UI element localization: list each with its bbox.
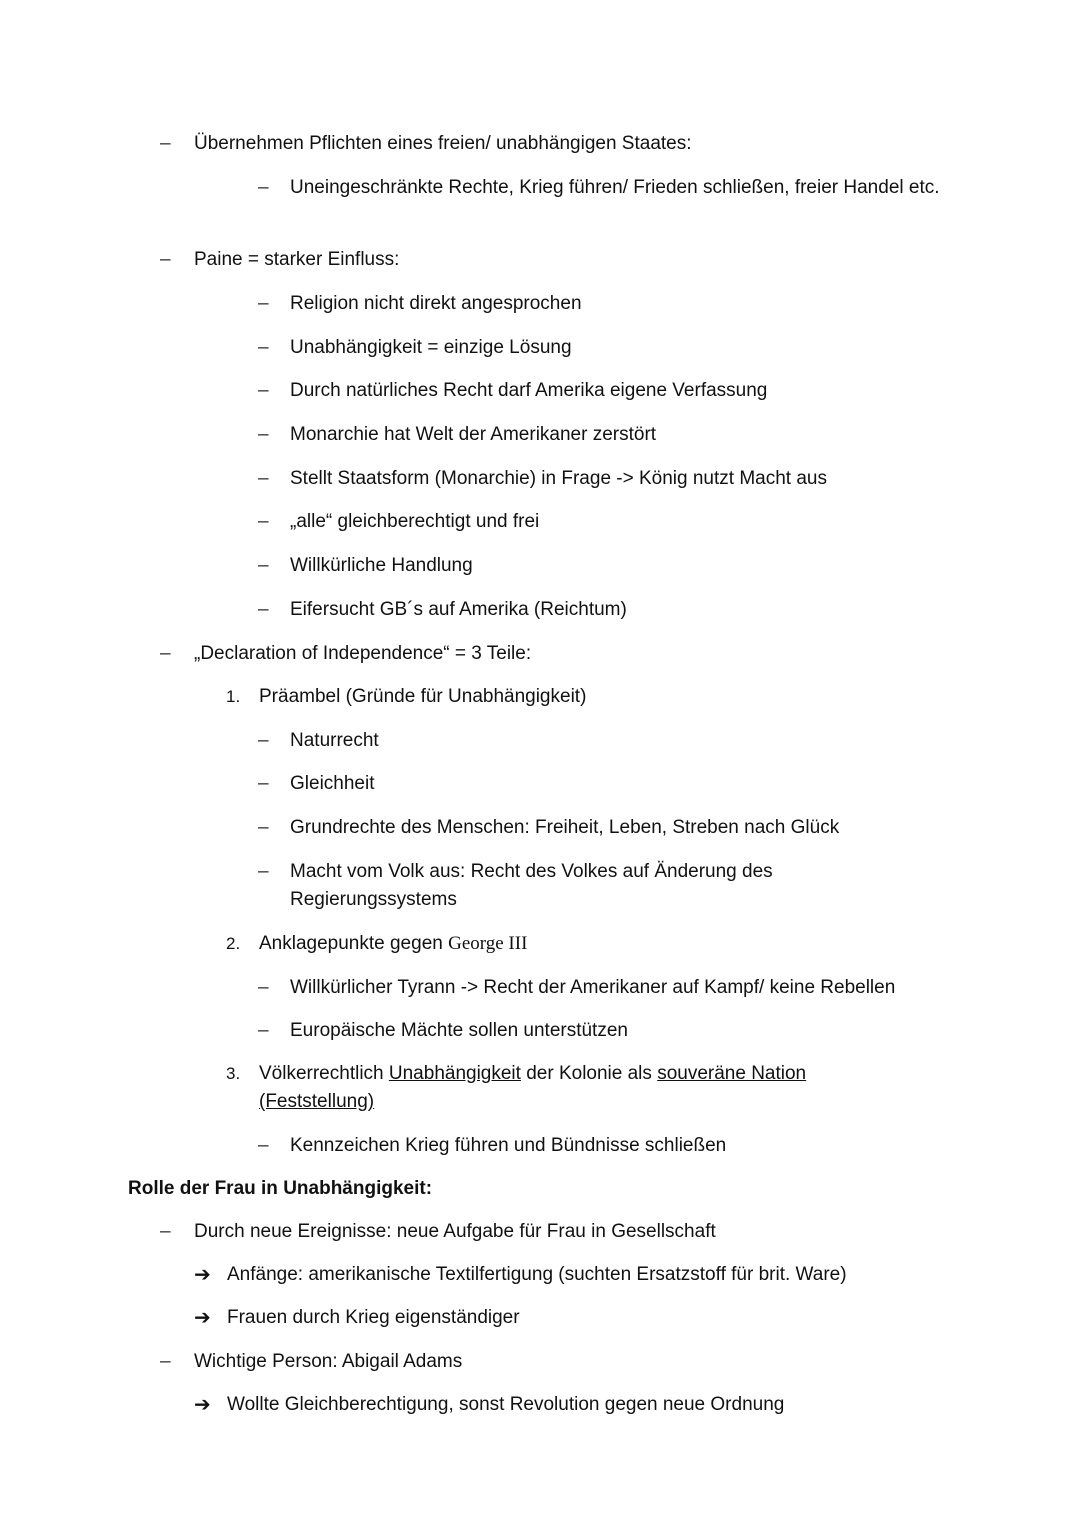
sub-bullet-dash: – (258, 380, 269, 401)
person-name: George III (448, 933, 528, 954)
section-heading: Rolle der Frau in Unabhängigkeit: (128, 1178, 433, 1199)
bullet-text: „Declaration of Independence“ = 3 Teile: (194, 643, 532, 664)
bullet-text: Übernehmen Pflichten eines freien/ unabhängigen Staates: (194, 133, 692, 154)
sub-bullet-dash: – (258, 1135, 269, 1156)
numbered-item-text (259, 930, 527, 958)
sub-bullet-dash: – (258, 337, 269, 358)
list-number: 3. (226, 1064, 241, 1083)
arrow-item-text: Anfänge: amerikanische Textilfertigung (suchten Ersatzstoff für brit. Ware) (227, 1264, 847, 1285)
numbered-item-text (259, 1060, 806, 1088)
sub-bullet-text: Europäische Mächte sollen unterstützen (290, 1020, 628, 1041)
numbered-item-text: Präambel (Gründe für Unabhängigkeit) (259, 686, 587, 707)
sub-bullet-text: Durch natürliches Recht darf Amerika eigene Verfassung (290, 380, 768, 401)
underlined-term: souveräne Nation (657, 1063, 807, 1084)
sub-bullet-text: Stellt Staatsform (Monarchie) in Frage -> König nutzt Macht aus (290, 468, 827, 489)
arrow-right-icon: ➔ (194, 1394, 211, 1416)
sub-bullet-dash: – (258, 177, 269, 198)
bullet-dash: – (160, 643, 171, 664)
arrow-item-text: Frauen durch Krieg eigenständiger (227, 1307, 520, 1328)
bullet-dash: – (160, 1351, 171, 1372)
arrow-item-text: Wollte Gleichberechtigung, sonst Revolution gegen neue Ordnung (227, 1394, 785, 1415)
sub-bullet-dash: – (258, 817, 269, 838)
sub-bullet-text: Willkürlicher Tyrann -> Recht der Amerikaner auf Kampf/ keine Rebellen (290, 977, 896, 998)
sub-bullet-text: Monarchie hat Welt der Amerikaner zerstört (290, 424, 657, 445)
numbered-item-text-part: der Kolonie als (520, 1063, 658, 1084)
underlined-term: Unabhängigkeit (388, 1063, 521, 1084)
sub-bullet-dash: – (258, 424, 269, 445)
bullet-dash: – (160, 133, 171, 154)
sub-bullet-text: Naturrecht (290, 730, 379, 751)
sub-bullet-text: Kennzeichen Krieg führen und Bündnisse schließen (290, 1135, 727, 1156)
list-number: 1. (226, 687, 241, 706)
sub-bullet-dash: – (258, 773, 269, 794)
sub-bullet-text: Grundrechte des Menschen: Freiheit, Leben, Streben nach Glück (290, 817, 840, 838)
underlined-term: (Feststellung) (259, 1091, 375, 1112)
sub-bullet-dash: – (258, 293, 269, 314)
sub-bullet-text: Unabhängigkeit = einzige Lösung (290, 337, 572, 358)
sub-bullet-dash: – (258, 511, 269, 532)
sub-bullet-text: Religion nicht direkt angesprochen (290, 293, 582, 314)
sub-bullet-dash: – (258, 1020, 269, 1041)
list-number: 2. (226, 934, 241, 953)
sub-bullet-text: „alle“ gleichberechtigt und frei (290, 511, 540, 532)
bullet-text: Wichtige Person: Abigail Adams (194, 1351, 463, 1372)
sub-bullet-dash: – (258, 861, 269, 882)
bullet-dash: – (160, 249, 171, 270)
sub-bullet-text: Gleichheit (290, 773, 375, 794)
sub-bullet-dash: – (258, 730, 269, 751)
arrow-right-icon: ➔ (194, 1264, 211, 1286)
sub-bullet-text: Uneingeschränkte Rechte, Krieg führen/ Frieden schließen, freier Handel etc. (290, 177, 940, 198)
numbered-item-text-part: Anklagepunkte gegen (259, 933, 449, 954)
sub-bullet-dash: – (258, 977, 269, 998)
numbered-item-text-part: Völkerrechtlich (259, 1063, 389, 1084)
sub-bullet-dash: – (258, 555, 269, 576)
bullet-text: Paine = starker Einfluss: (194, 249, 400, 270)
sub-bullet-text: Eifersucht GB´s auf Amerika (Reichtum) (290, 599, 627, 620)
bullet-text: Durch neue Ereignisse: neue Aufgabe für Frau in Gesellschaft (194, 1221, 716, 1242)
sub-bullet-dash: – (258, 468, 269, 489)
sub-bullet-text: Macht vom Volk aus: Recht des Volkes auf Änderung des Regierungssystems (290, 861, 773, 910)
bullet-dash: – (160, 1221, 171, 1242)
arrow-right-icon: ➔ (194, 1307, 211, 1329)
sub-bullet-text: Willkürliche Handlung (290, 555, 473, 576)
sub-bullet-dash: – (258, 599, 269, 620)
